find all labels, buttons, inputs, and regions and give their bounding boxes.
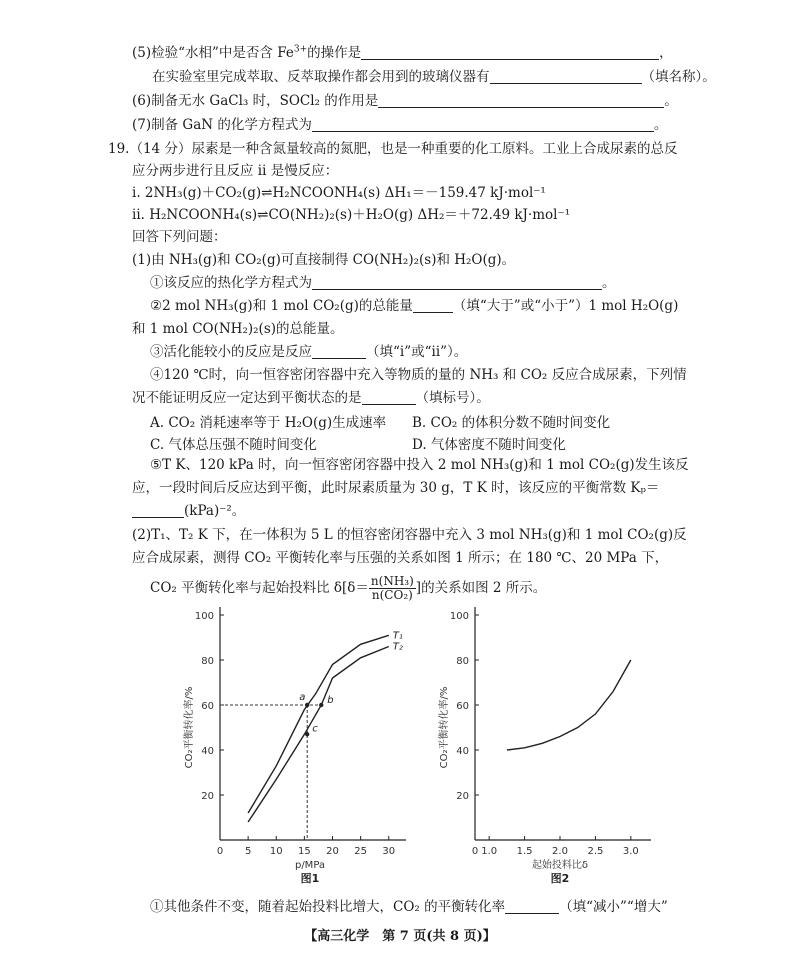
y-tick-label: 100 bbox=[449, 611, 469, 622]
sub-5b: 应，一段时间后反应达到平衡，此时尿素质量为 30 g，T K 时，该反应的平衡常数 Kₚ＝ bbox=[132, 480, 660, 496]
y-tick-label: 100 bbox=[194, 611, 214, 622]
x-tick-label: 25 bbox=[354, 846, 367, 857]
series-line bbox=[507, 660, 631, 750]
part-2a: (2)T₁、T₂ K 下，在一体积为 5 L 的恒容密闭容器中充入 3 mol NH₃(g)和 1 mol CO₂(g)反 bbox=[132, 527, 687, 543]
point-label: b bbox=[327, 695, 334, 706]
answer-blank[interactable] bbox=[490, 69, 642, 84]
answer-blank[interactable] bbox=[362, 390, 416, 405]
reaction-1: ⅰ. 2NH₃(g)＋CO₂(g)⇌H₂NCOONH₄(s) ΔH₁＝－159.47 kJ·mol⁻¹ bbox=[132, 185, 546, 201]
x-axis-label: p/MPa bbox=[294, 860, 326, 871]
answer-blank[interactable] bbox=[312, 344, 366, 359]
figure-caption: 图1 bbox=[300, 872, 320, 885]
answer-prompt: 回答下列问题： bbox=[132, 229, 227, 245]
y-tick-label: 80 bbox=[201, 656, 214, 667]
x-tick-label: 10 bbox=[269, 846, 283, 857]
q19-heading-cont: 应分两步进行且反应 ⅱ 是慢反应： bbox=[132, 163, 339, 179]
option-a: A. CO₂ 消耗速率等于 H₂O(g)生成速率 bbox=[150, 415, 387, 431]
data-point bbox=[319, 703, 323, 707]
point-label: c bbox=[312, 723, 318, 735]
sub-4b: 况不能证明反应一定达到平衡状态的是 （填标号）。 bbox=[132, 390, 490, 406]
part-2c: CO₂ 平衡转化率与起始投料比 δ[δ＝ $\frac{\text{n(NH₃)}}{\text{n(CO₂)}}$ ]的关系如图 2 所示。 bbox=[150, 574, 547, 602]
answer-blank[interactable] bbox=[361, 45, 659, 60]
series-label: T₁ bbox=[392, 630, 403, 642]
reaction-2: ⅱ. H₂NCOONH₄(s)⇌CO(NH₂)₂(s)＋H₂O(g) ΔH₂＝＋72.49 kJ·mol⁻¹ bbox=[132, 207, 571, 223]
answer-blank[interactable] bbox=[413, 298, 453, 313]
delta-fraction: $\frac{\text{n(NH₃)}}{\text{n(CO₂)}}$ bbox=[370, 574, 414, 602]
sub-4a: ④120 ℃时，向一恒容密闭容器中充入等物质的量的 NH₃ 和 CO₂ 反应合成尿素，下列情 bbox=[150, 367, 687, 383]
answer-blank[interactable] bbox=[378, 93, 664, 108]
q18-line5b: 在实验室里完成萃取、反萃取操作都会用到的玻璃仪器有 （填名称）。 bbox=[152, 69, 716, 85]
q18-line5a: (5)检验“水相”中是否含 $Fe^{3+}$的操作是 ， bbox=[132, 44, 673, 61]
x-axis-label: 起始投料比δ bbox=[531, 860, 589, 871]
x-tick-label: 30 bbox=[382, 846, 396, 857]
answer-blank[interactable] bbox=[312, 275, 602, 290]
point-label: a bbox=[299, 692, 306, 703]
x-tick-label: 0 bbox=[471, 846, 479, 857]
data-point bbox=[305, 703, 309, 707]
y-tick-label: 40 bbox=[456, 746, 469, 757]
x-tick-label: 15 bbox=[298, 846, 311, 857]
option-c: C. 气体总压强不随时间变化 bbox=[150, 437, 317, 453]
part-2b: 应合成尿素，测得 CO₂ 平衡转化率与压强的关系如图 1 所示；在 180 ℃、20 MPa 下， bbox=[132, 550, 669, 566]
y-tick-label: 20 bbox=[201, 791, 214, 802]
y-tick-label: 60 bbox=[201, 701, 214, 712]
data-point bbox=[305, 732, 309, 736]
q18-line7: (7)制备 GaN 的化学方程式为 。 bbox=[132, 117, 668, 133]
option-b: B. CO₂ 的体积分数不随时间变化 bbox=[412, 415, 611, 431]
figure-caption: 图2 bbox=[550, 872, 570, 885]
sub-3: ③活化能较小的反应是反应 （填“ⅰ”或“ⅱ”）。 bbox=[150, 344, 468, 360]
sub-5a: ⑤T K、120 kPa 时，向一恒容密闭容器中投入 2 mol NH₃(g)和 1 mol CO₂(g)发生该反 bbox=[150, 457, 689, 473]
x-tick-label: 3.0 bbox=[622, 846, 639, 857]
y-tick-label: 20 bbox=[456, 791, 469, 802]
figure-2-chart bbox=[430, 605, 660, 895]
x-tick-label: 0 bbox=[216, 846, 224, 857]
answer-blank[interactable] bbox=[132, 503, 184, 518]
x-tick-label: 5 bbox=[244, 846, 252, 857]
series-line bbox=[248, 647, 389, 823]
option-d: D. 气体密度不随时间变化 bbox=[412, 437, 566, 453]
last-question: ①其他条件不变，随着起始投料比增大，CO₂ 的平衡转化率 （填“减小”“增大” bbox=[150, 899, 668, 915]
page-footer: 【高三化学 第 7 页(共 8 页)】 bbox=[304, 929, 496, 944]
sub-2a: ②2 mol NH₃(g)和 1 mol CO₂(g)的总能量 （填“大于”或“小于”）1 mol H₂O(g) bbox=[150, 298, 679, 314]
x-tick-label: 20 bbox=[326, 846, 339, 857]
y-axis-label: CO₂平衡转化率/% bbox=[184, 686, 195, 769]
y-tick-label: 80 bbox=[456, 656, 469, 667]
sub-2b: 和 1 mol CO(NH₂)₂(s)的总能量。 bbox=[132, 321, 344, 337]
q19-heading: 19.（14 分）尿素是一种含氮量较高的氮肥，也是一种重要的化工原料。工业上合成尿素的总反 bbox=[108, 141, 678, 157]
y-tick-label: 40 bbox=[201, 746, 214, 757]
sub-1: ①该反应的热化学方程式为 。 bbox=[150, 275, 616, 291]
series-label: T₂ bbox=[392, 641, 403, 653]
y-tick-label: 60 bbox=[456, 701, 469, 712]
series-line bbox=[248, 635, 389, 813]
x-tick-label: 2.0 bbox=[552, 846, 568, 857]
q18-line6: (6)制备无水 GaCl₃ 时，SOCl₂ 的作用是 。 bbox=[132, 93, 678, 109]
sub-5c: (kPa)⁻²。 bbox=[132, 502, 245, 520]
part-1: (1)由 NH₃(g)和 CO₂(g)可直接制得 CO(NH₂)₂(s)和 H₂O(g)。 bbox=[132, 252, 516, 268]
y-axis-label: CO₂平衡转化率/% bbox=[439, 686, 450, 769]
answer-blank[interactable] bbox=[505, 899, 559, 914]
answer-blank[interactable] bbox=[312, 117, 654, 132]
x-tick-label: 1.5 bbox=[516, 846, 533, 857]
x-tick-label: 2.5 bbox=[587, 846, 604, 857]
x-tick-label: 1.0 bbox=[481, 846, 498, 857]
figure-1-chart bbox=[180, 605, 420, 895]
